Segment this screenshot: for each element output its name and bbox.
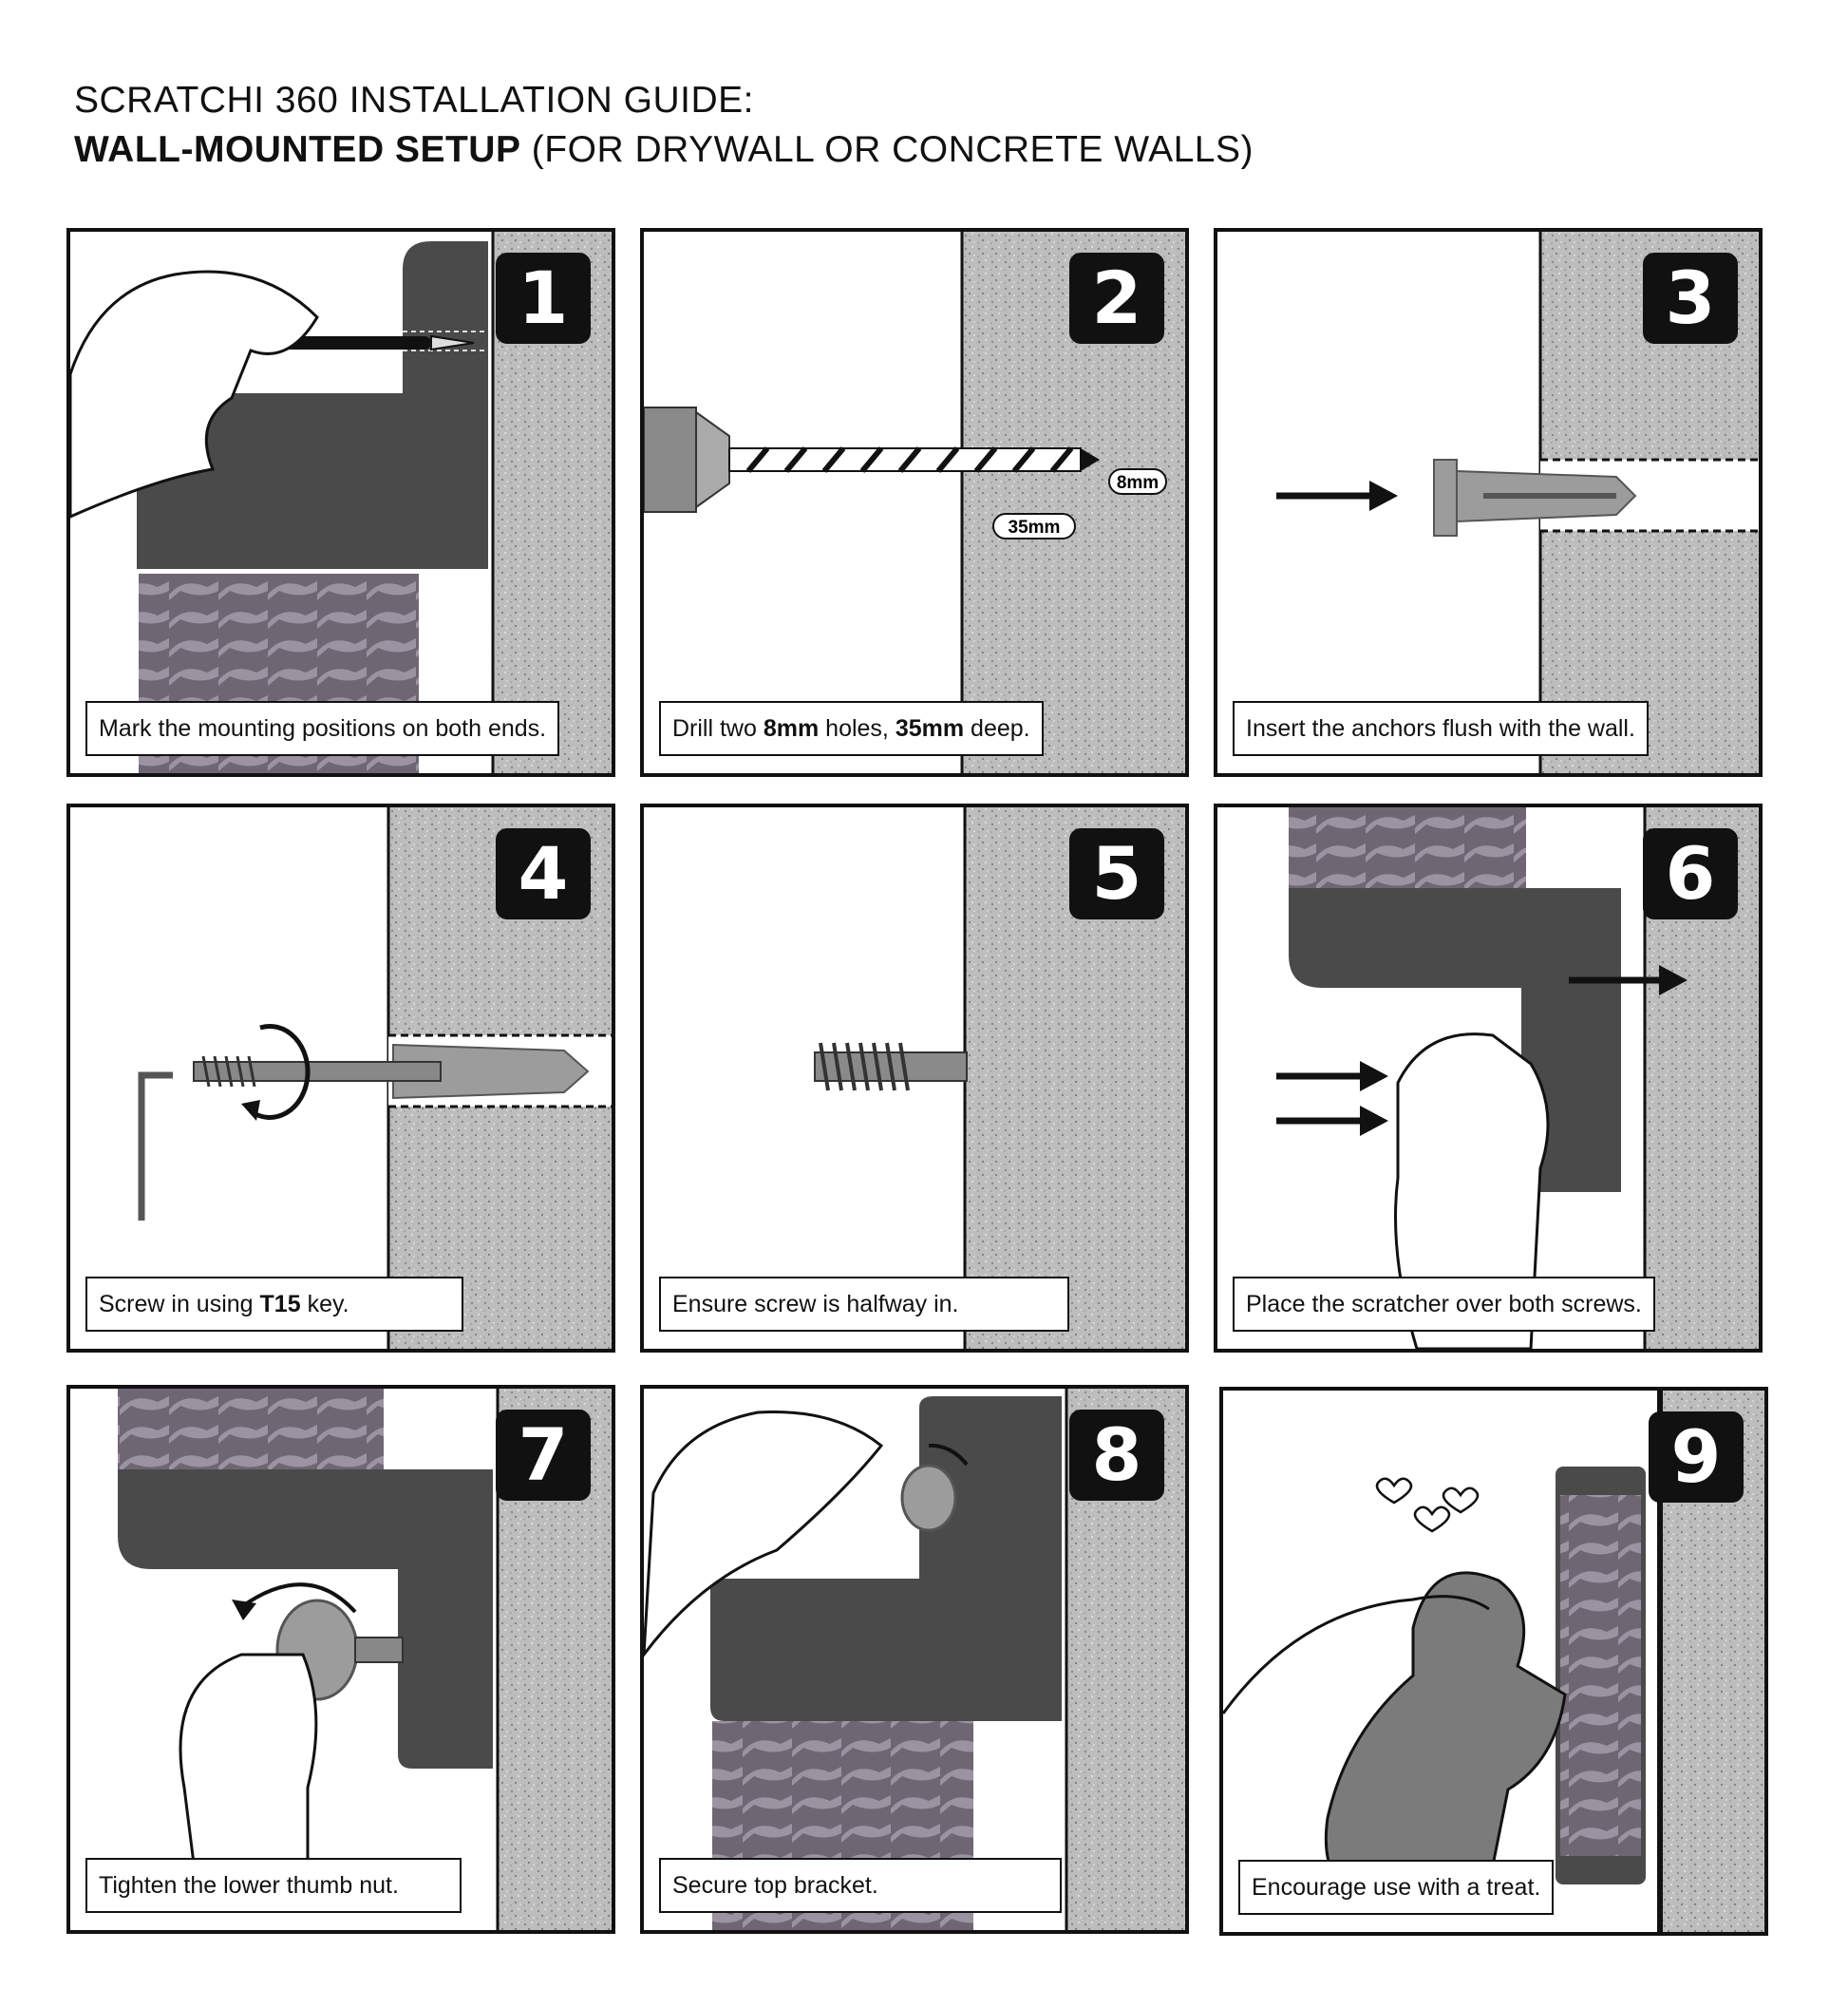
step-7-number-badge: 7	[496, 1410, 591, 1501]
step-8-panel	[640, 1385, 1189, 1934]
step-6-caption: Place the scratcher over both screws.	[1233, 1277, 1655, 1332]
step-2-number-badge: 2	[1069, 253, 1164, 344]
step-2-caption: Drill two 8mm holes, 35mm deep.	[659, 701, 1044, 756]
step-7-caption: Tighten the lower thumb nut.	[85, 1858, 462, 1913]
anchor-icon	[1434, 460, 1457, 536]
step-3-panel	[1214, 228, 1763, 777]
rope-post	[1289, 807, 1526, 888]
step-9-caption: Encourage use with a treat.	[1238, 1860, 1554, 1915]
step-1-number-badge: 1	[496, 253, 591, 344]
step-1-panel	[66, 228, 615, 777]
diameter-label: 8mm	[1116, 473, 1160, 493]
step-8-number-badge: 8	[1069, 1410, 1164, 1501]
hand-icon	[180, 1655, 316, 1864]
step-3-number-badge: 3	[1643, 253, 1738, 344]
step-9-panel	[1219, 1387, 1768, 1936]
title-setup-type: WALL-MOUNTED SETUP	[74, 129, 521, 170]
heart-icons	[1377, 1479, 1478, 1531]
step-4-number-badge: 4	[496, 828, 591, 919]
hex-key-icon	[141, 1075, 173, 1221]
step-6-number-badge: 6	[1643, 828, 1738, 919]
title-wall-types: (FOR DRYWALL OR CONCRETE WALLS)	[520, 129, 1254, 170]
step-5-caption: Ensure screw is halfway in.	[659, 1277, 1069, 1332]
step-5-panel	[640, 804, 1189, 1353]
step-4-caption: Screw in using T15 key.	[85, 1277, 463, 1332]
guide-title	[74, 76, 1254, 175]
step-8-caption: Secure top bracket.	[659, 1858, 1062, 1913]
step-7-panel	[66, 1385, 615, 1934]
drill-chuck	[644, 407, 696, 512]
rope-post	[1560, 1495, 1641, 1856]
step-6-panel	[1214, 804, 1763, 1353]
step-1-caption: Mark the mounting positions on both ends.	[85, 701, 559, 756]
step-2-panel	[640, 228, 1189, 777]
depth-label: 35mm	[1008, 518, 1061, 538]
step-5-number-badge: 5	[1069, 828, 1164, 919]
step-4-panel	[66, 804, 615, 1353]
title-line-2	[74, 125, 1254, 175]
step-9-number-badge: 9	[1649, 1411, 1744, 1503]
screw-icon	[355, 1638, 403, 1662]
title-line-1: SCRATCHI 360 INSTALLATION GUIDE:	[74, 80, 754, 121]
step-3-caption: Insert the anchors flush with the wall.	[1233, 701, 1649, 756]
thumb-nut-icon	[902, 1466, 955, 1530]
rope-post	[118, 1389, 384, 1469]
